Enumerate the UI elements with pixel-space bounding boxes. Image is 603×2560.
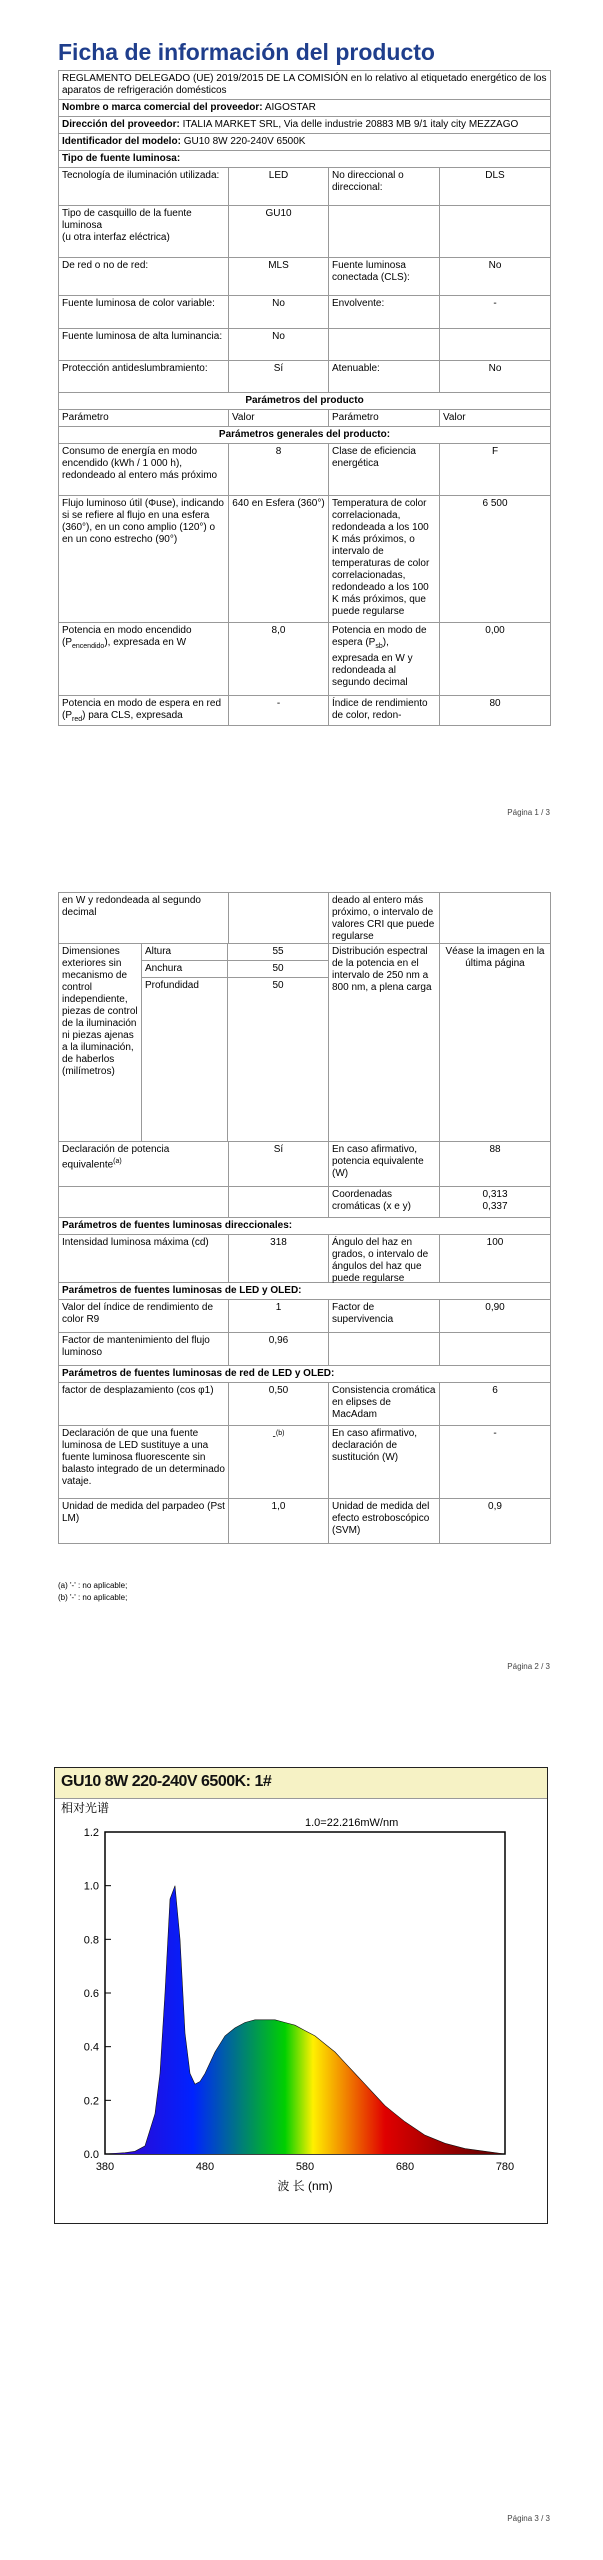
envelope-value: - xyxy=(439,296,550,328)
column-header-value: Valor xyxy=(228,410,328,426)
supplier-row xyxy=(59,100,550,116)
y-tick-label: 0.2 xyxy=(83,2095,99,2108)
beam-angle-label: Ángulo del haz en grados, o intervalo de ángulos del haz que puede regularse xyxy=(328,1235,439,1282)
x-tick-label: 380 xyxy=(95,2161,115,2173)
on-mode-power-text: Potencia en modo encendido (P xyxy=(62,625,192,648)
outer-dimensions-block xyxy=(59,944,328,1141)
non-directional-value: DLS xyxy=(439,168,550,205)
peak-intensity-value: 318 xyxy=(228,1235,328,1282)
retrofit-claim-label: Declaración de que una fuente luminosa de LED sustituye a una fuente luminosa fluorescente sin balasto integrado de un determinado vataje. xyxy=(62,1428,225,1487)
survival-factor-value: 0,90 xyxy=(439,1300,550,1332)
useful-flux-label: Flujo luminoso útil (Φuse), indicando si se refiere al flujo en una esfera (360°), en un cono amplio (120°) o en un cono estrecho (90°) xyxy=(62,498,224,545)
standby-power-label xyxy=(328,623,439,695)
connected-label: Fuente luminosa conectada (CLS): xyxy=(328,258,439,295)
colour-consistency-value: 6 xyxy=(439,1383,550,1425)
column-header-parameter: Parámetro xyxy=(328,410,439,426)
page-3 xyxy=(0,1720,603,2560)
footnotes xyxy=(58,1580,127,1604)
column-header-value: Valor xyxy=(439,410,550,426)
chromaticity-x: 0,313 xyxy=(482,1189,508,1200)
colour-consistency-label: Consistencia cromática en elipses de MacAdam xyxy=(328,1383,439,1425)
product-info-table xyxy=(58,70,551,726)
dimmable-value: No xyxy=(439,361,550,392)
efficiency-class-value: F xyxy=(439,444,550,495)
mains-value: MLS xyxy=(228,258,328,295)
y-tick-label: 0.0 xyxy=(83,2149,99,2161)
equivalent-power-claim-text: Declaración de potencia equivalente xyxy=(62,1144,170,1171)
section-directional-params: Parámetros de fuentes luminosas direccionales: xyxy=(62,1220,293,1231)
cct-label: Temperatura de color correlacionada, redondeada a los 100 K más próximos, o intervalo de temperaturas de color correlacionadas, redondeado a los 100 K más próximos, que puede regularse xyxy=(328,496,439,622)
cap-type-note: (u otra interfaz eléctrica) xyxy=(62,232,170,243)
useful-flux-value: 640 en Esfera (360°) xyxy=(228,496,328,622)
retrofit-claim-text: - xyxy=(272,1431,276,1443)
envelope-label: Envolvente: xyxy=(328,296,439,328)
footnote-marker-a: (a) xyxy=(113,1158,122,1165)
section-led-mains-params: Parámetros de fuentes luminosas de red de LED y OLED: xyxy=(62,1368,335,1379)
page-number: Página 1 / 3 xyxy=(507,808,550,817)
energy-consumption-label: Consumo de energía en modo encendido (kWh / 1 000 h), redondeado al entero más próximo xyxy=(62,446,218,481)
x-tick-label: 580 xyxy=(295,2161,315,2173)
cri-value: 80 xyxy=(439,696,550,725)
address-label: Dirección del proveedor: xyxy=(62,119,180,130)
cap-type-label: Tipo de casquillo de la fuente luminosa xyxy=(62,208,192,231)
spectral-distribution-value: Véase la imagen en la última página xyxy=(439,944,550,1141)
model-label: Identificador del modelo: xyxy=(62,136,181,147)
networked-standby-label-continued: en W y redondeada al segundo decimal xyxy=(62,895,201,918)
lumen-maintenance-label: Factor de mantenimiento del flujo luminoso xyxy=(62,1335,210,1358)
colour-tunable-value: No xyxy=(228,296,328,328)
column-header-parameter: Parámetro xyxy=(62,412,109,423)
peak-intensity-label: Intensidad luminosa máxima (cd) xyxy=(62,1237,209,1248)
replacement-claim-value: - xyxy=(439,1426,550,1498)
high-luminance-value: No xyxy=(228,329,328,360)
y-tick-label: 1.2 xyxy=(83,1827,99,1839)
chart-header xyxy=(55,1768,547,1799)
retrofit-claim-value xyxy=(228,1426,328,1498)
empty-cell xyxy=(328,1333,439,1365)
x-tick-label: 680 xyxy=(395,2161,415,2173)
footnote-marker-b: (b) xyxy=(275,1430,285,1437)
x-axis-label: 波 长 (nm) xyxy=(277,2179,333,2193)
supplier-value: AIGOSTAR xyxy=(264,102,316,113)
dimension-row-height xyxy=(142,944,328,961)
displacement-factor-value: 0,50 xyxy=(228,1383,328,1425)
supplier-label: Nombre o marca comercial del proveedor: xyxy=(62,102,263,113)
height-label: Altura xyxy=(142,944,228,960)
standby-power-value: 0,00 xyxy=(439,623,550,695)
high-luminance-label: Fuente luminosa de alta luminancia: xyxy=(62,331,223,342)
empty-cell xyxy=(439,329,550,360)
chromaticity-label: Coordenadas cromáticas (x e y) xyxy=(328,1187,439,1217)
equivalent-power-label: En caso afirmativo, potencia equivalente (W) xyxy=(328,1142,439,1186)
empty-cell xyxy=(439,1333,550,1365)
cri-label-continued: deado al entero más próximo, o intervalo de valores CRI que puede regularse xyxy=(328,893,439,943)
non-directional-label: No direccional o direccional: xyxy=(328,168,439,205)
empty-cell xyxy=(439,206,550,257)
survival-factor-label: Factor de supervivencia xyxy=(328,1300,439,1332)
anti-glare-value: Sí xyxy=(228,361,328,392)
chart-annotation: 1.0=22.216mW/nm xyxy=(305,1817,399,1829)
depth-value: 50 xyxy=(272,980,284,991)
empty-cell xyxy=(328,206,439,257)
page-2 xyxy=(0,820,603,1720)
lumen-maintenance-value: 0,96 xyxy=(228,1333,328,1365)
empty-cell xyxy=(59,1187,228,1217)
y-tick-label: 0.4 xyxy=(83,2041,99,2054)
r9-label: Valor del índice de rendimiento de color R9 xyxy=(62,1302,214,1325)
dimension-rows xyxy=(142,944,328,1141)
width-value: 50 xyxy=(272,963,284,974)
replacement-claim-label: En caso afirmativo, declaración de sustitución (W) xyxy=(328,1426,439,1498)
efficiency-class-label: Clase de eficiencia energética xyxy=(328,444,439,495)
x-tick-label: 480 xyxy=(195,2161,215,2173)
on-mode-power-label xyxy=(59,623,228,695)
equivalent-power-claim-value: Sí xyxy=(228,1142,328,1186)
width-label: Anchura xyxy=(142,961,228,977)
stroboscopic-metric-value: 0,9 xyxy=(439,1499,550,1543)
empty-cell xyxy=(439,893,550,943)
section-general-params: Parámetros generales del producto: xyxy=(218,429,391,440)
chromaticity-values xyxy=(439,1187,550,1217)
connected-value: No xyxy=(439,258,550,295)
on-mode-power-value: 8,0 xyxy=(228,623,328,695)
dimension-row-depth xyxy=(142,978,328,1141)
networked-standby-text: Potencia en modo de espera en red (P xyxy=(62,698,221,721)
mains-label: De red o no de red: xyxy=(62,260,149,271)
anti-glare-label: Protección antideslumbramiento: xyxy=(62,363,208,374)
standby-power-text: ), expresada en W y redondeada al segundo decimal xyxy=(332,637,413,688)
y-axis-label: 相对光谱 xyxy=(61,1801,110,1815)
lighting-tech-label: Tecnología de iluminación utilizada: xyxy=(62,170,220,181)
y-tick-label: 1.0 xyxy=(83,1880,99,1893)
footnote-a: (a) '-' : no aplicable; xyxy=(58,1581,128,1590)
empty-cell xyxy=(228,893,328,943)
equivalent-power-value: 88 xyxy=(439,1142,550,1186)
address-row xyxy=(59,117,550,133)
networked-standby-label xyxy=(59,696,228,725)
networked-standby-subscript: red xyxy=(72,716,83,723)
document-title: Ficha de información del producto xyxy=(58,39,435,65)
spectrum-chart-frame xyxy=(54,1767,548,2224)
standby-power-text: Potencia en modo de espera (P xyxy=(332,625,427,648)
page-1 xyxy=(0,0,603,820)
spectrum-chart xyxy=(55,1798,547,2223)
colour-tunable-label: Fuente luminosa de color variable: xyxy=(62,298,215,309)
cri-label: Índice de rendimiento de color, redon- xyxy=(328,696,439,725)
equivalent-power-claim-label xyxy=(59,1142,228,1186)
dimmable-label: Atenuable: xyxy=(328,361,439,392)
product-info-table-continued xyxy=(58,892,551,1544)
depth-label: Profundidad xyxy=(142,978,228,1141)
model-value: GU10 8W 220-240V 6500K xyxy=(183,136,306,147)
spectral-distribution-label: Distribución espectral de la potencia en el intervalo de 250 nm a 800 nm, a plena carga xyxy=(328,944,439,1141)
page-number: Página 3 / 3 xyxy=(507,2514,550,2523)
model-row xyxy=(59,134,550,150)
flicker-metric-value: 1,0 xyxy=(228,1499,328,1543)
dimension-row-width xyxy=(142,961,328,978)
cap-type-cell xyxy=(59,206,228,257)
energy-consumption-value: 8 xyxy=(228,444,328,495)
outer-dimensions-label: Dimensiones exteriores sin mecanismo de control independiente, piezas de control de la iluminación ni piezas ajenas a la iluminación, de haberlos (milímetros) xyxy=(59,944,142,1141)
footnote-b: (b) '-' : no aplicable; xyxy=(58,1593,128,1602)
displacement-factor-label: factor de desplazamiento (cos φ1) xyxy=(62,1385,214,1396)
on-mode-power-text: ), expresada en W xyxy=(104,637,187,648)
cct-value: 6 500 xyxy=(439,496,550,622)
chromaticity-y: 0,337 xyxy=(482,1201,508,1212)
address-value: ITALIA MARKET SRL, Via delle industrie 20883 MB 9/1 italy city MEZZAGO xyxy=(182,119,519,130)
section-led-params: Parámetros de fuentes luminosas de LED y OLED: xyxy=(62,1285,302,1296)
y-tick-label: 0.6 xyxy=(83,1988,99,2000)
networked-standby-text: ) para CLS, expresada xyxy=(82,710,183,721)
standby-subscript: sb xyxy=(375,643,383,650)
flicker-metric-label: Unidad de medida del parpadeo (Pst LM) xyxy=(62,1501,225,1524)
cap-type-value: GU10 xyxy=(228,206,328,257)
section-product-params: Parámetros del producto xyxy=(245,395,364,406)
section-source-type: Tipo de fuente luminosa: xyxy=(62,153,181,164)
page-number: Página 2 / 3 xyxy=(507,1662,550,1671)
stroboscopic-metric-label: Unidad de medida del efecto estroboscópico (SVM) xyxy=(328,1499,439,1543)
x-tick-label: 780 xyxy=(495,2161,515,2173)
empty-cell xyxy=(328,329,439,360)
height-value: 55 xyxy=(272,946,284,957)
chart-title: GU10 8W 220-240V 6500K: 1# xyxy=(61,1773,272,1790)
y-tick-label: 0.8 xyxy=(83,1934,99,1947)
regulation-text: REGLAMENTO DELEGADO (UE) 2019/2015 DE LA COMISIÓN en lo relativo al etiquetado energético de los aparatos de refrigeración domésticos xyxy=(62,73,547,96)
r9-value: 1 xyxy=(228,1300,328,1332)
empty-cell xyxy=(228,1187,328,1217)
lighting-tech-value: LED xyxy=(228,168,328,205)
beam-angle-value: 100 xyxy=(439,1235,550,1282)
on-mode-subscript: encendido xyxy=(72,643,105,650)
networked-standby-value: - xyxy=(228,696,328,725)
spectrum-area xyxy=(105,1886,505,2154)
